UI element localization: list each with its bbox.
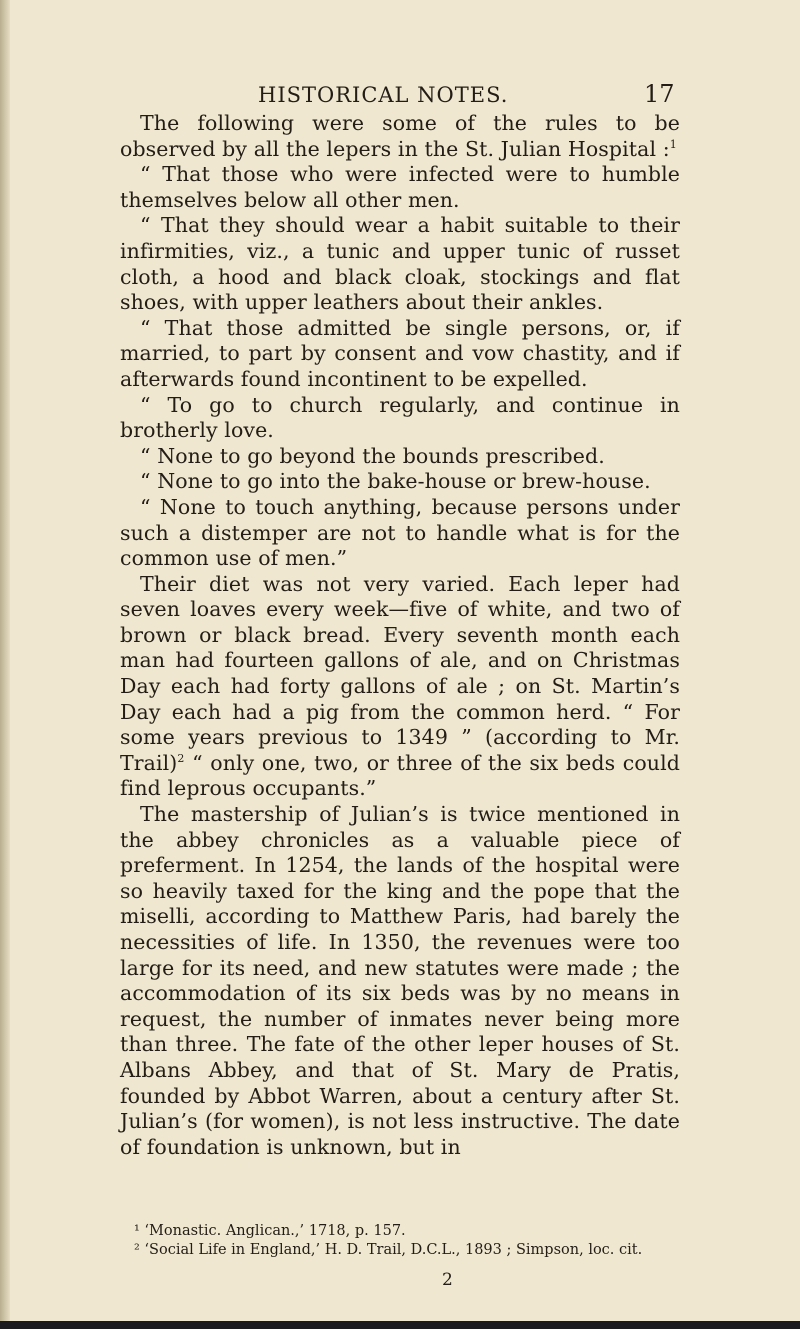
paragraph: “ None to go into the bake-house or brew-house. <box>140 469 651 494</box>
footnote: ¹ ‘Monastic. Anglican.,’ 1718, p. 157. <box>134 1223 406 1239</box>
footnotes <box>120 1222 680 1260</box>
running-title: HISTORICAL NOTES. <box>258 83 509 107</box>
signature-mark: 2 <box>442 1270 453 1290</box>
paragraph: The following were some of the rules to be observed by all the lepers in the St. Julian Hospital :$^1$ <box>120 111 680 161</box>
page-number: 17 <box>644 80 675 108</box>
paragraph: “ That those admitted be single persons, or, if married, to part by consent and vow chastity, and if afterwards found incontinent to be expelled. <box>120 315 680 391</box>
page-binding-edge <box>0 0 10 1329</box>
paragraph: “ That they should wear a habit suitable to their infirmities, viz., a tunic and upper tunic of russet cloth, a hood and black cloak, stockings and flat shoes, with upper leathers about their ankles. <box>120 213 680 315</box>
paragraph: “ That those who were infected were to humble themselves below all other men. <box>120 162 680 212</box>
paragraph: “ None to go beyond the bounds prescribed. <box>140 443 605 468</box>
footnote-ref: 2 <box>177 752 185 766</box>
footnote: ² ‘Social Life in England,’ H. D. Trail, D.C.L., 1893 ; Simpson, loc. cit. <box>134 1242 643 1258</box>
paragraph: The mastership of Julian’s is twice mentioned in the abbey chronicles as a valuable piece of preferment. In 1254, the lands of the hospital were so heavily taxed for the king and the pope that the miselli, according to Matthew Paris, had barely the necessities of life. In 1350, the revenues were too large for its need, and new statutes were made ; the accommodation of its six beds was by no means in request, the number of inmates never being more than three. The fate of the other leper houses of St. Albans Abbey, and that of St. Mary de Pratis, founded by Abbot Warren, about a century after St. Julian’s (for women), is not less instructive. The date of foundation is unknown, but in <box>120 802 680 1159</box>
footnote-ref: 1 <box>669 137 677 151</box>
scan-bottom-edge <box>0 1321 800 1329</box>
paragraph: Their diet was not very varied. Each leper had seven loaves every week—five of white, and two of brown or black bread. Every seventh month each man had fourteen gallons of ale, and on Christmas Day each had forty gallons of ale ; on St. Martin’s Day each had a pig from the common herd. “ For some years previous to 1349 ” (according to Mr. Trail)$^2$ “ only one, two, or three of the six beds could find leprous occupants.” <box>120 571 680 801</box>
body-text <box>120 111 680 1160</box>
paragraph: “ None to touch anything, because persons under such a distemper are not to handle what is for the common use of men.” <box>120 494 680 571</box>
paragraph: “ To go to church regularly, and continue in brotherly love. <box>120 392 680 443</box>
